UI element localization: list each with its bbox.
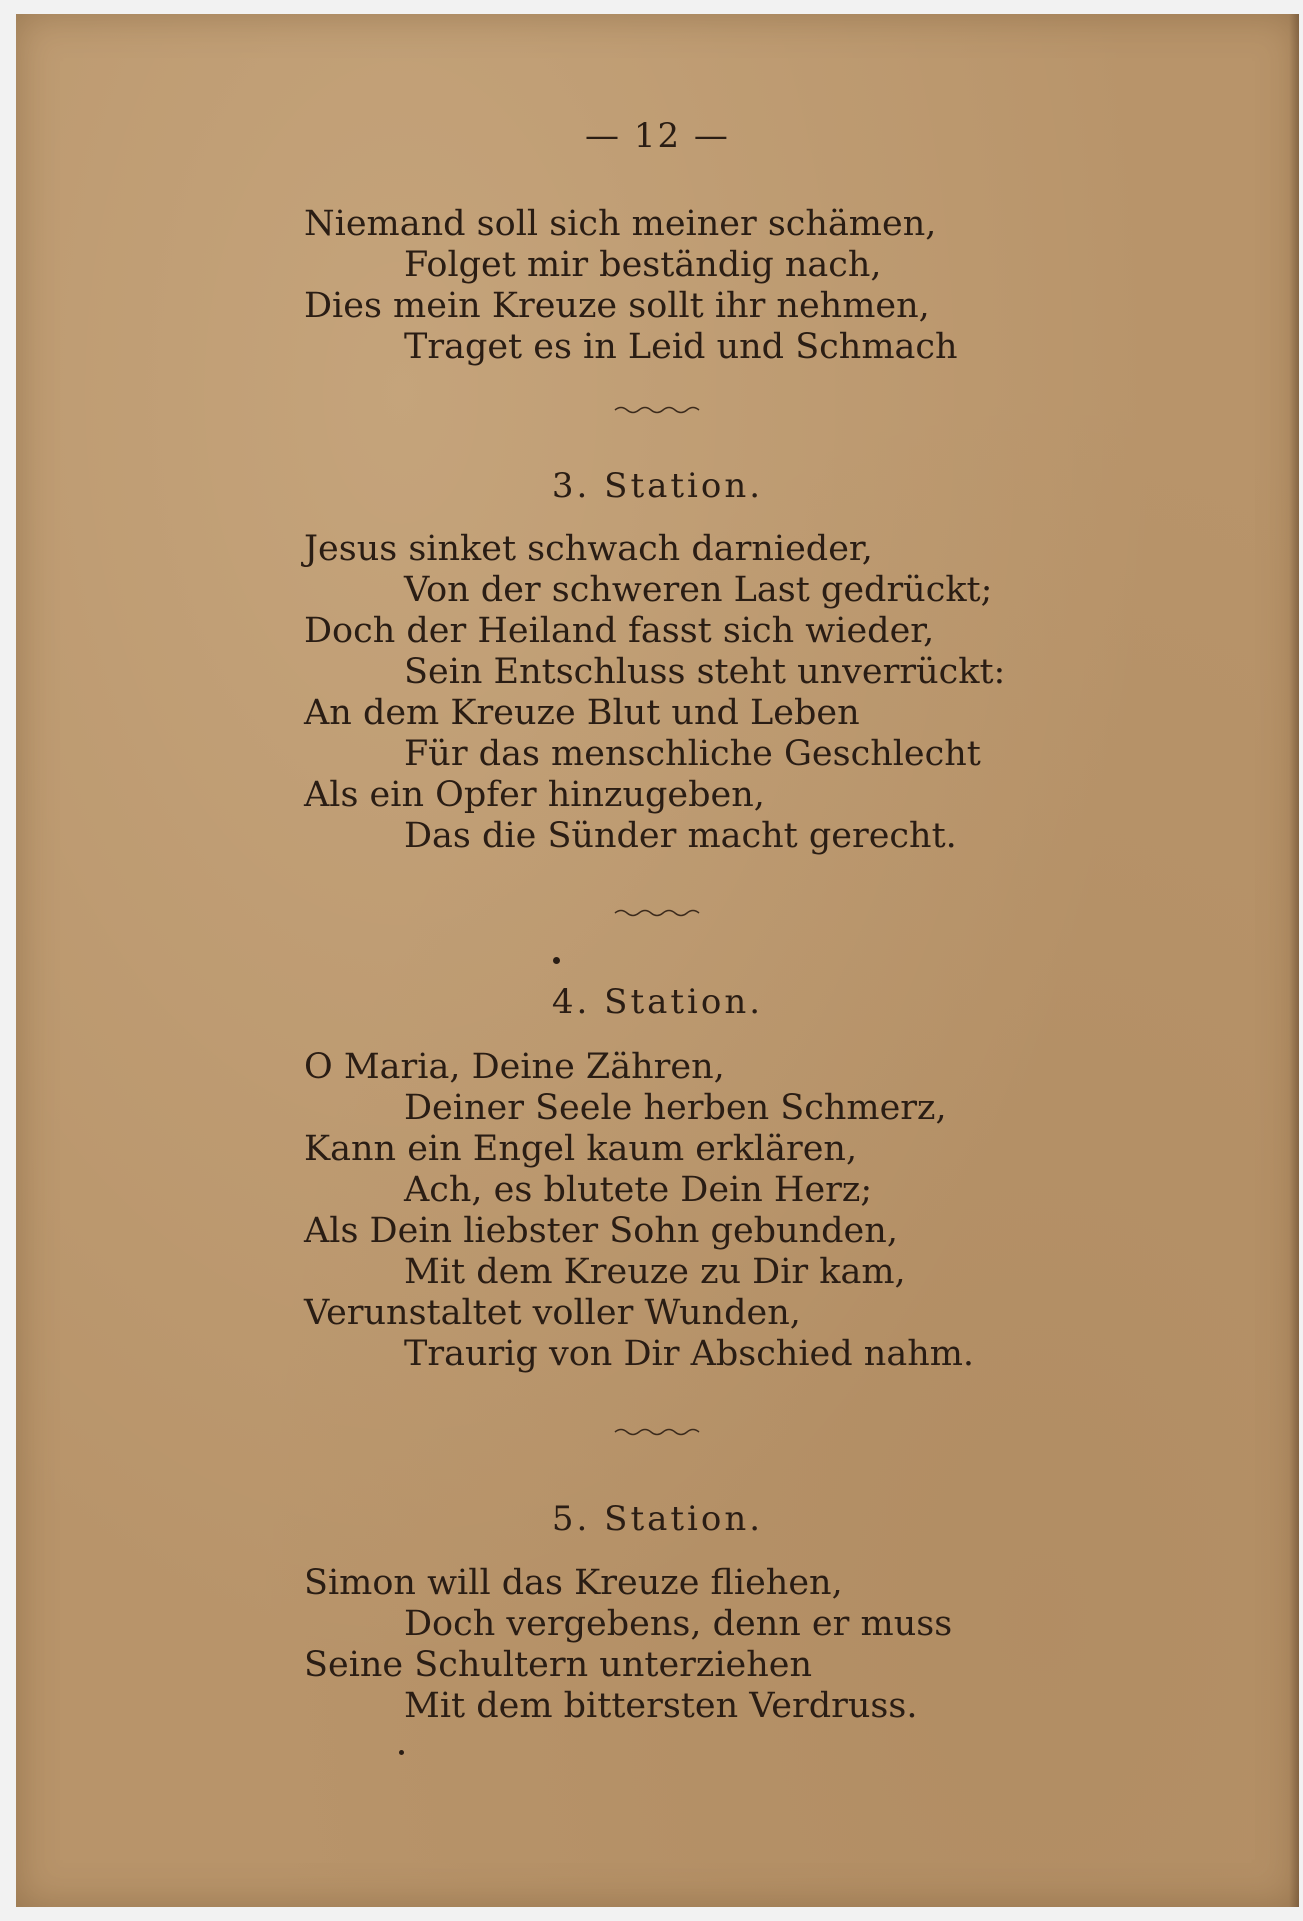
stanza-intro: [304, 204, 958, 368]
stanza-line: Doch der Heiland fasst sich wieder,: [304, 611, 935, 651]
ink-speck: [399, 1750, 404, 1755]
stanza-station-4: [304, 1047, 974, 1375]
stanza-station-5: [304, 1563, 952, 1727]
stanza-line: Folget mir beständig nach,: [404, 245, 882, 285]
stanza-line: Von der schweren Last gedrückt;: [404, 570, 993, 610]
stanza-line: Seine Schultern unterziehen: [304, 1645, 813, 1685]
wave-ornament-icon: [613, 908, 703, 918]
ink-speck: [553, 957, 560, 964]
stanza-line: Das die Sünder macht gerecht.: [404, 816, 957, 856]
stanza-line: Als Dein liebster Sohn gebunden,: [304, 1211, 898, 1251]
scanned-page: [16, 14, 1299, 1907]
stanza-line: Deiner Seele herben Schmerz,: [404, 1088, 947, 1128]
stanza-line: Mit dem Kreuze zu Dir kam,: [404, 1252, 906, 1292]
wave-ornament-icon: [613, 405, 703, 415]
section-title-station-3: 3. Station.: [551, 466, 764, 506]
stanza-line: Für das menschliche Geschlecht: [404, 734, 981, 774]
stanza-line: Traurig von Dir Abschied nahm.: [404, 1334, 975, 1374]
ornament-divider: [16, 1427, 1299, 1437]
stanza-line: O Maria, Deine Zähren,: [304, 1047, 725, 1087]
stanza-station-3: [304, 529, 1005, 857]
section-title-station-4: 4. Station.: [551, 982, 764, 1022]
stanza-line: Simon will das Kreuze fliehen,: [304, 1563, 843, 1603]
stanza-line: Dies mein Kreuze sollt ihr nehmen,: [304, 286, 930, 326]
wave-ornament-icon: [613, 1427, 703, 1437]
stanza-line: Traget es in Leid und Schmach: [404, 327, 958, 367]
stanza-line: Als ein Opfer hinzugeben,: [304, 775, 765, 815]
page-spine-shadow: [1289, 14, 1299, 1907]
stanza-line: Ach, es blutete Dein Herz;: [404, 1170, 873, 1210]
section-title-station-5: 5. Station.: [551, 1499, 764, 1539]
ornament-divider: [16, 405, 1299, 415]
stanza-line: Niemand soll sich meiner schämen,: [304, 204, 937, 244]
page-number: — 12 —: [585, 116, 730, 156]
ornament-divider: [16, 908, 1299, 918]
stanza-line: Jesus sinket schwach darnieder,: [304, 529, 873, 569]
stanza-line: Sein Entschluss steht unverrückt:: [404, 652, 1006, 692]
stanza-line: Doch vergebens, denn er muss: [404, 1604, 953, 1644]
stanza-line: Kann ein Engel kaum erklären,: [304, 1129, 858, 1169]
stanza-line: Mit dem bittersten Verdruss.: [404, 1686, 918, 1726]
stanza-line: Verunstaltet voller Wunden,: [304, 1293, 801, 1333]
stanza-line: An dem Kreuze Blut und Leben: [304, 693, 860, 733]
